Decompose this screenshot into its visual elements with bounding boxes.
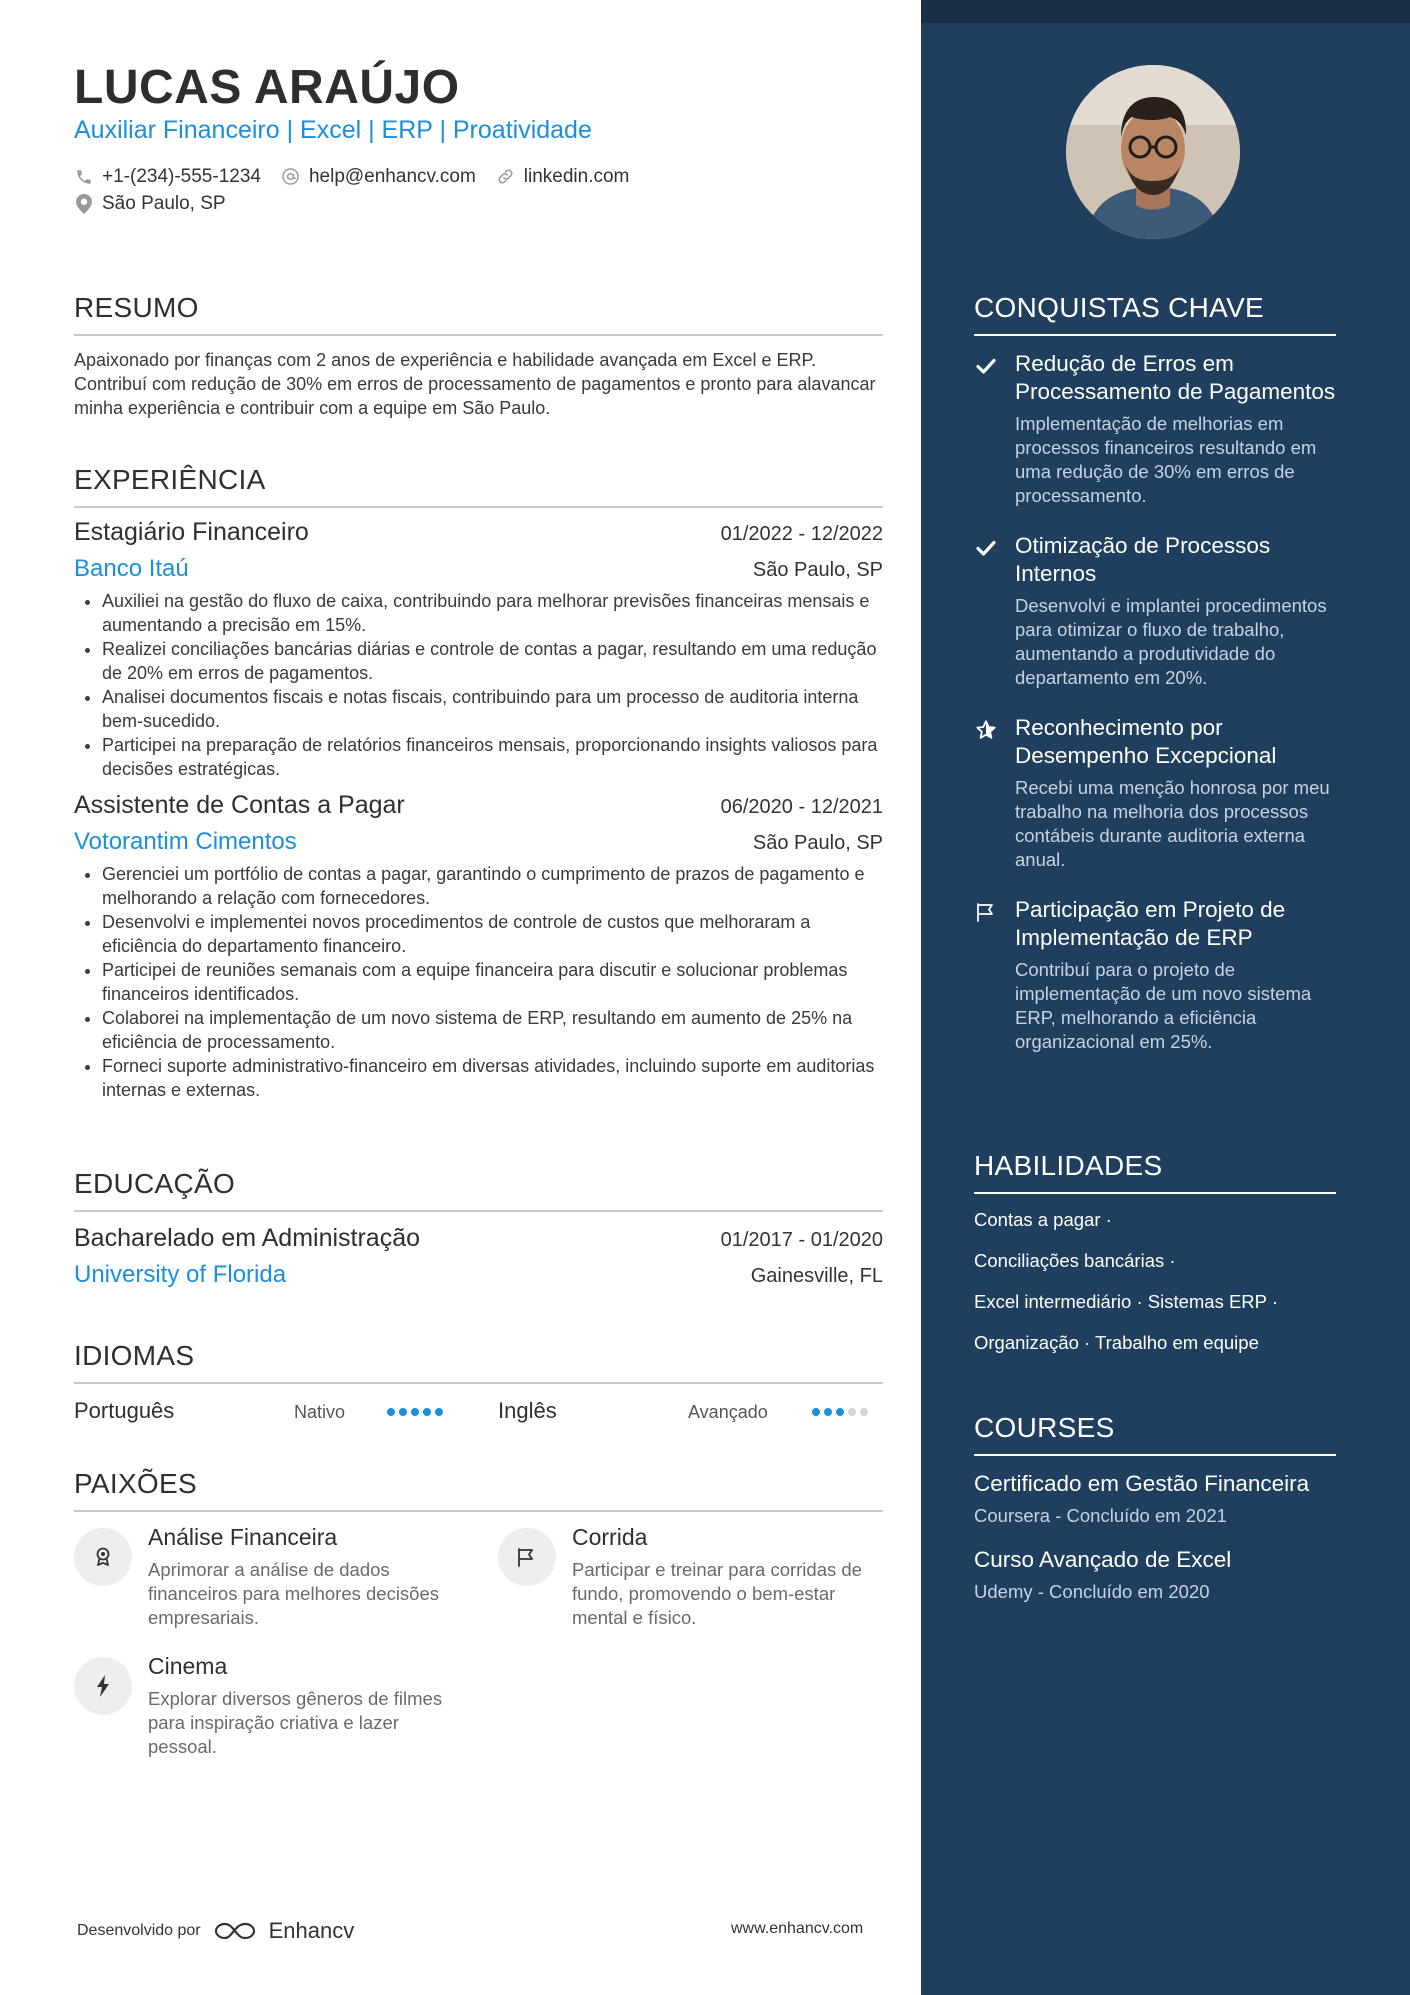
candidate-name: LUCAS ARAÚJO (74, 61, 460, 114)
language-rating (812, 1408, 868, 1416)
achievement-title: Redução de Erros em Processamento de Pagamentos (1015, 351, 1336, 404)
passion-item (74, 1524, 454, 1644)
course-provider: Coursera - Concluído em 2021 (974, 1505, 1227, 1526)
language-level: Avançado (688, 1402, 768, 1422)
rating-dot (836, 1408, 844, 1416)
course-item (974, 1470, 1336, 1528)
phone-text: +1-(234)-555-1234 (102, 165, 261, 187)
achievement-item (974, 532, 1336, 690)
rating-dot (423, 1408, 431, 1416)
powered-by-text: Desenvolvido por (77, 1922, 201, 1939)
rating-dot (824, 1408, 832, 1416)
passion-item (498, 1524, 878, 1644)
achievement-title: Reconhecimento por Desempenho Excepcional (1015, 715, 1277, 768)
rating-dot (435, 1408, 443, 1416)
link-icon (496, 167, 516, 187)
courses-title: COURSES (974, 1412, 1336, 1456)
achievements-section (974, 292, 1336, 1054)
achievements-title: CONQUISTAS CHAVE (974, 292, 1336, 336)
passion-title: Cinema (148, 1653, 228, 1679)
course-title: Certificado em Gestão Financeira (974, 1471, 1310, 1496)
flag-icon (498, 1528, 556, 1586)
linkedin-text: linkedin.com (523, 165, 630, 187)
brand-name: Enhancv (268, 1918, 355, 1943)
passion-title: Análise Financeira (148, 1524, 338, 1550)
job-bullet: • Forneci suporte administrativo-financeiro em diversas atividades, incluindo suporte em auditorias internas e externas. (102, 1054, 883, 1102)
experience-section (74, 464, 883, 1102)
location-pin-icon (74, 194, 94, 214)
achievement-desc: Recebi uma menção honrosa por meu trabalho na melhoria dos processos contábeis durante auditoria externa anual. (1015, 777, 1330, 870)
summary-title: RESUMO (74, 292, 883, 336)
achievement-item (974, 896, 1336, 1054)
rating-dot (387, 1408, 395, 1416)
language-name: Português (74, 1398, 175, 1423)
rating-dot (411, 1408, 419, 1416)
passion-desc: Explorar diversos gêneros de filmes para inspiração criativa e lazer pessoal. (148, 1688, 443, 1757)
bolt-icon (74, 1657, 132, 1715)
at-icon (281, 167, 301, 187)
rating-dot (812, 1408, 820, 1416)
rating-dot (848, 1408, 856, 1416)
contact-info (74, 163, 649, 217)
profile-photo (1066, 65, 1240, 239)
passions-section (74, 1468, 883, 1512)
achievement-title: Participação em Projeto de Implementação de ERP (1015, 897, 1286, 950)
course-provider: Udemy - Concluído em 2020 (974, 1581, 1210, 1602)
phone-item[interactable] (74, 166, 261, 188)
job-bullets (74, 589, 883, 781)
job-bullet: • Participei de reuniões semanais com a equipe financeira para discutir e solucionar problemas financeiros identificados. (102, 958, 883, 1006)
phone-icon (74, 167, 94, 187)
job-bullet: • Auxiliei na gestão do fluxo de caixa, contribuindo para melhorar previsões financeiras mensais e aumentando a precisão em 15%. (102, 589, 883, 637)
job-dates: 06/2020 - 12/2021 (720, 796, 883, 818)
skills-title: HABILIDADES (974, 1150, 1336, 1194)
job-bullet: • Realizei conciliações bancárias diárias e controle de contas a pagar, resultando em uma redução de 20% em erros de pagamentos. (102, 637, 883, 685)
degree: Bacharelado em Administração (74, 1224, 421, 1252)
achievement-title: Otimização de Processos Internos (1015, 533, 1271, 586)
website-link[interactable]: www.enhancv.com (731, 1920, 864, 1937)
course-item (974, 1546, 1336, 1604)
award-icon (74, 1528, 132, 1586)
email-item[interactable] (281, 166, 476, 188)
summary-text: Apaixonado por finanças com 2 anos de experiência e habilidade avançada em Excel e ERP. Contribuí com redução de 30% em erros de processamento de pagamentos e pronto para alavancar minha experiência e contribuir com a equipe em São Paulo. (74, 350, 876, 418)
language-level: Nativo (294, 1402, 346, 1422)
passion-desc: Participar e treinar para corridas de fundo, promovendo o bem-estar mental e físico. (572, 1559, 862, 1628)
achievement-desc: Implementação de melhorias em processos financeiros resultando em uma redução de 30% em erros de processamento. (1015, 413, 1317, 506)
achievement-item (974, 350, 1336, 508)
passion-desc: Aprimorar a análise de dados financeiros para melhores decisões empresariais. (148, 1559, 440, 1628)
school-name[interactable]: University of Florida (74, 1261, 287, 1288)
language-rating (387, 1408, 443, 1416)
linkedin-item[interactable] (496, 166, 630, 188)
job-bullet: • Gerenciei um portfólio de contas a pagar, garantindo o cumprimento de prazos de pagamento e melhorando a relação com fornecedores. (102, 862, 883, 910)
job-bullet: • Participei na preparação de relatórios financeiros mensais, proporcionando insights valiosos para decisões estratégicas. (102, 733, 883, 781)
check-icon (974, 536, 998, 560)
language-name: Inglês (498, 1398, 557, 1423)
job-bullet: • Analisei documentos fiscais e notas fiscais, contribuindo para um processo de auditoria interna bem-sucedido. (102, 685, 883, 733)
headline: Auxiliar Financeiro | Excel | ERP | Proatividade (74, 116, 592, 144)
job-bullet: • Colaborei na implementação de um novo sistema de ERP, resultando em aumento de 25% na eficiência de processamento. (102, 1006, 883, 1054)
job-dates: 01/2022 - 12/2022 (720, 523, 883, 545)
rating-dot (399, 1408, 407, 1416)
rating-dot (860, 1408, 868, 1416)
education-dates: 01/2017 - 01/2020 (720, 1229, 883, 1251)
experience-title: EXPERIÊNCIA (74, 464, 883, 508)
footer-branding (77, 1918, 354, 1944)
skills-section (974, 1150, 1336, 1372)
skill-line: Organização · Trabalho em equipe (974, 1332, 1259, 1353)
job-title: Assistente de Contas a Pagar (74, 791, 405, 819)
job-title: Estagiário Financeiro (74, 518, 309, 546)
job-bullets (74, 862, 883, 1102)
skill-line: Conciliações bancárias · (974, 1250, 1176, 1271)
skills-list (974, 1208, 1336, 1372)
education-section (74, 1168, 883, 1289)
summary-section (74, 292, 883, 420)
passion-item (74, 1653, 454, 1773)
languages-title: IDIOMAS (74, 1340, 883, 1384)
skill-line: Excel intermediário · Sistemas ERP · (974, 1291, 1278, 1312)
enhancv-logo-icon (213, 1920, 259, 1942)
passion-title: Corrida (572, 1524, 648, 1550)
achievement-desc: Desenvolvi e implantei procedimentos para otimizar o fluxo de trabalho, aumentando a produtividade do departamento em 20%. (1015, 595, 1327, 688)
job-location: São Paulo, SP (752, 832, 883, 854)
company-name[interactable]: Votorantim Cimentos (74, 828, 297, 855)
email-text: help@enhancv.com (308, 165, 476, 187)
achievement-item (974, 714, 1336, 872)
passions-title: PAIXÕES (74, 1468, 883, 1512)
location-item (74, 193, 226, 215)
location-text: São Paulo, SP (102, 192, 226, 214)
education-location: Gainesville, FL (750, 1265, 883, 1287)
job-entry (74, 791, 883, 1102)
achievement-desc: Contribuí para o projeto de implementação de um novo sistema ERP, melhorando a eficiência organizacional em 25%. (1015, 959, 1312, 1052)
job-bullet: • Desenvolvi e implementei novos procedimentos de controle de custos que melhoraram a eficiência do departamento financeiro. (102, 910, 883, 958)
education-title: EDUCAÇÃO (74, 1168, 883, 1212)
star-icon (974, 718, 998, 742)
course-title: Curso Avançado de Excel (974, 1547, 1232, 1572)
flag-icon (974, 900, 998, 924)
languages-section (74, 1340, 883, 1426)
check-icon (974, 354, 998, 378)
job-location: São Paulo, SP (752, 559, 883, 581)
skill-line: Contas a pagar · (974, 1209, 1112, 1230)
sidebar-top-bar (921, 0, 1410, 23)
job-entry (74, 518, 883, 781)
courses-section (974, 1412, 1336, 1604)
company-name[interactable]: Banco Itaú (74, 555, 189, 582)
